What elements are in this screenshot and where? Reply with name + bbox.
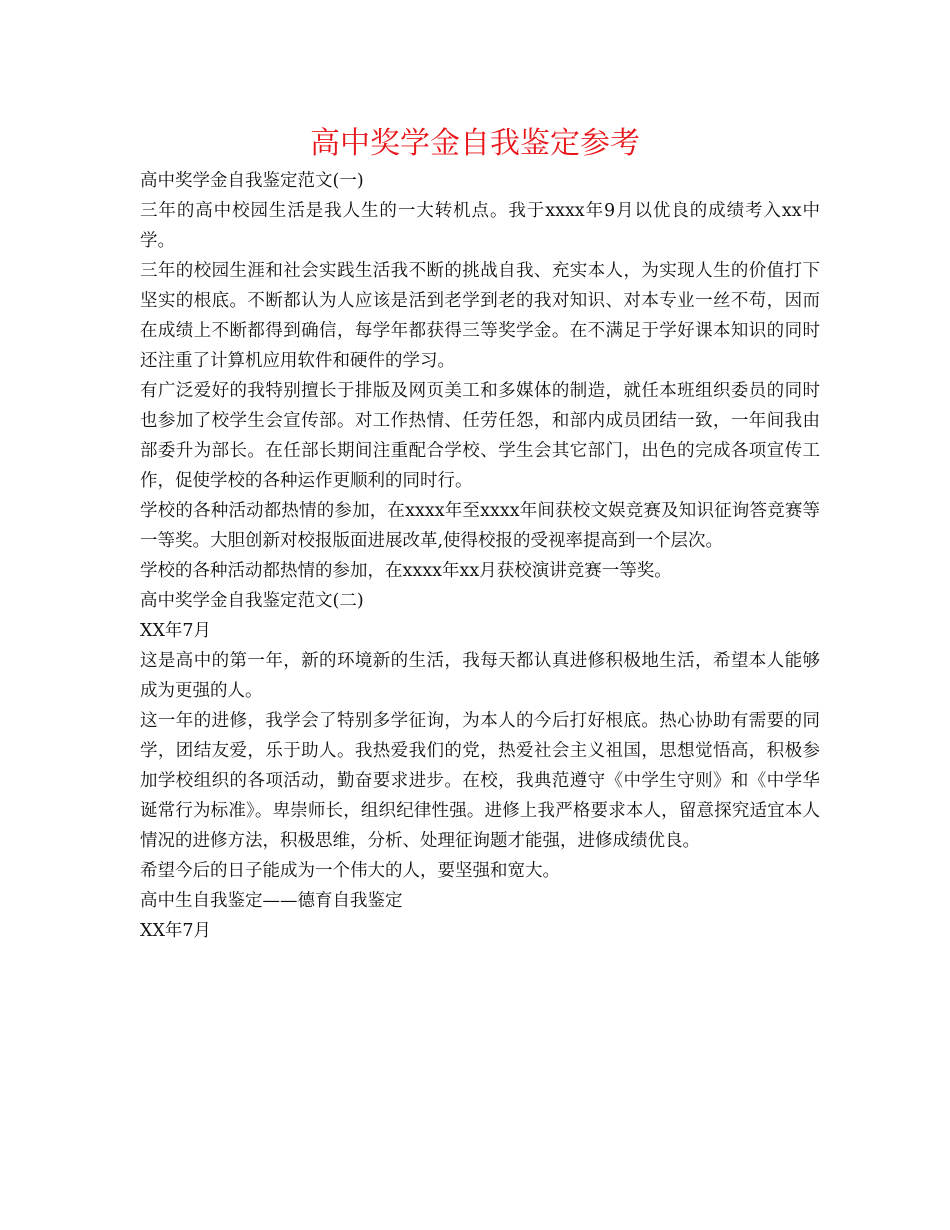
paragraph: 这是高中的第一年，新的环境新的生活，我每天都认真进修积极地生活，希望本人能够成为更强的人。 [140, 651, 820, 701]
paragraph: 有广泛爱好的我特别擅长于排版及网页美工和多媒体的制造，就任本班组织委员的同时也参加了校学生会宣传部。对工作热情、任劳任怨，和部内成员团结一致，一年间我由部委升为部长。在任部长期间注重配合学校、学生会其它部门，出色的完成各项宣传工作，促使学校的各种运作更顺利的同时行。 [140, 381, 820, 491]
paragraph: 这一年的进修，我学会了特别多学征询，为本人的今后打好根底。热心协助有需要的同学，团结友爱，乐于助人。我热爱我们的党，热爱社会主义祖国，思想觉悟高，积极参加学校组织的各项活动，勤奋要求进步。在校，我典范遵守《中学生守则》和《中学华诞常行为标准》。卑崇师长，组织纪律性强。进修上我严格要求本人，留意探究适宜本人情况的进修方法，积极思维，分析、处理征询题才能强，进修成绩优良。 [140, 711, 820, 851]
paragraph: 学校的各种活动都热情的参加，在xxxx年xx月获校演讲竞赛一等奖。 [140, 561, 672, 581]
document-title: 高中奖学金自我鉴定参考 [310, 126, 640, 161]
date-line: XX年7月 [140, 621, 212, 641]
date-line: XX年7月 [140, 921, 212, 941]
paragraph: 希望今后的日子能成为一个伟大的人，要坚强和宽大。 [140, 861, 560, 881]
paragraph: 学校的各种活动都热情的参加，在xxxx年至xxxx年间获校文娱竞赛及知识征询答竞赛等一等奖。大胆创新对校报版面进展改革,使得校报的受视率提高到一个层次。 [140, 501, 820, 551]
paragraph: 三年的高中校园生活是我人生的一大转机点。我于xxxx年9月以优良的成绩考入xx中学。 [140, 201, 820, 251]
paragraph: 三年的校园生涯和社会实践生活我不断的挑战自我、充实本人，为实现人生的价值打下坚实的根底。不断都认为人应该是活到老学到老的我对知识、对本专业一丝不苟，因而在成绩上不断都得到确信，每学年都获得三等奖学金。在不满足于学好课本知识的同时还注重了计算机应用软件和硬件的学习。 [140, 261, 820, 371]
document-body [140, 166, 820, 946]
paragraph-heading-1: 高中奖学金自我鉴定范文(一) [140, 171, 364, 191]
paragraph-heading-2: 高中奖学金自我鉴定范文(二) [140, 591, 364, 611]
paragraph-heading-3: 高中生自我鉴定——德育自我鉴定 [140, 891, 403, 911]
